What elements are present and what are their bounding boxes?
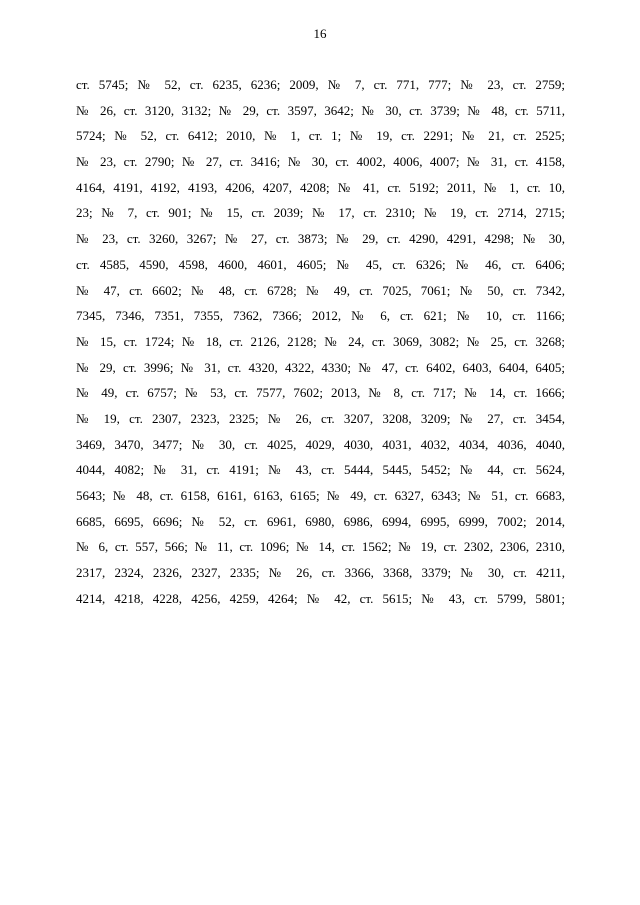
text-line: № 23, ст. 3260, 3267; № 27, ст. 3873; № 29, ст. 4290, 4291, 4298; № 30, [76,231,565,247]
text-line: 2317, 2324, 2326, 2327, 2335; № 26, ст. 3366, 3368, 3379; № 30, ст. 4211, [76,565,565,581]
text-line: 7345, 7346, 7351, 7355, 7362, 7366; 2012, № 6, ст. 621; № 10, ст. 1166; [76,308,565,324]
text-line: 4214, 4218, 4228, 4256, 4259, 4264; № 42, ст. 5615; № 43, ст. 5799, 5801; [76,590,565,606]
text-line: № 15, ст. 1724; № 18, ст. 2126, 2128; № 24, ст. 3069, 3082; № 25, ст. 3268; [76,333,565,349]
body-text [76,72,565,611]
text-line: № 47, ст. 6602; № 48, ст. 6728; № 49, ст. 7025, 7061; № 50, ст. 7342, [76,282,565,298]
text-line: № 29, ст. 3996; № 31, ст. 4320, 4322, 4330; № 47, ст. 6402, 6403, 6404, 6405; [76,359,565,375]
text-line: 4164, 4191, 4192, 4193, 4206, 4207, 4208; № 41, ст. 5192; 2011, № 1, ст. 10, [76,179,565,195]
text-line: № 49, ст. 6757; № 53, ст. 7577, 7602; 2013, № 8, ст. 717; № 14, ст. 1666; [76,385,565,401]
text-line: 3469, 3470, 3477; № 30, ст. 4025, 4029, 4030, 4031, 4032, 4034, 4036, 4040, [76,436,565,452]
text-line: № 26, ст. 3120, 3132; № 29, ст. 3597, 3642; № 30, ст. 3739; № 48, ст. 5711, [76,102,565,118]
text-line: ст. 4585, 4590, 4598, 4600, 4601, 4605; № 45, ст. 6326; № 46, ст. 6406; [76,256,565,272]
text-line: № 19, ст. 2307, 2323, 2325; № 26, ст. 3207, 3208, 3209; № 27, ст. 3454, [76,410,565,426]
page-number: 16 [313,26,327,41]
text-line: 23; № 7, ст. 901; № 15, ст. 2039; № 17, ст. 2310; № 19, ст. 2714, 2715; [76,205,565,221]
text-line: 5724; № 52, ст. 6412; 2010, № 1, ст. 1; № 19, ст. 2291; № 21, ст. 2525; [76,128,565,144]
text-line: 4044, 4082; № 31, ст. 4191; № 43, ст. 5444, 5445, 5452; № 44, ст. 5624, [76,462,565,478]
text-line: № 23, ст. 2790; № 27, ст. 3416; № 30, ст. 4002, 4006, 4007; № 31, ст. 4158, [76,154,565,170]
text-line: № 6, ст. 557, 566; № 11, ст. 1096; № 14, ст. 1562; № 19, ст. 2302, 2306, 2310, [76,539,565,555]
text-line: 6685, 6695, 6696; № 52, ст. 6961, 6980, 6986, 6994, 6995, 6999, 7002; 2014, [76,513,565,529]
text-line: 5643; № 48, ст. 6158, 6161, 6163, 6165; № 49, ст. 6327, 6343; № 51, ст. 6683, [76,488,565,503]
text-line: ст. 5745; № 52, ст. 6235, 6236; 2009, № 7, ст. 771, 777; № 23, ст. 2759; [76,77,565,92]
